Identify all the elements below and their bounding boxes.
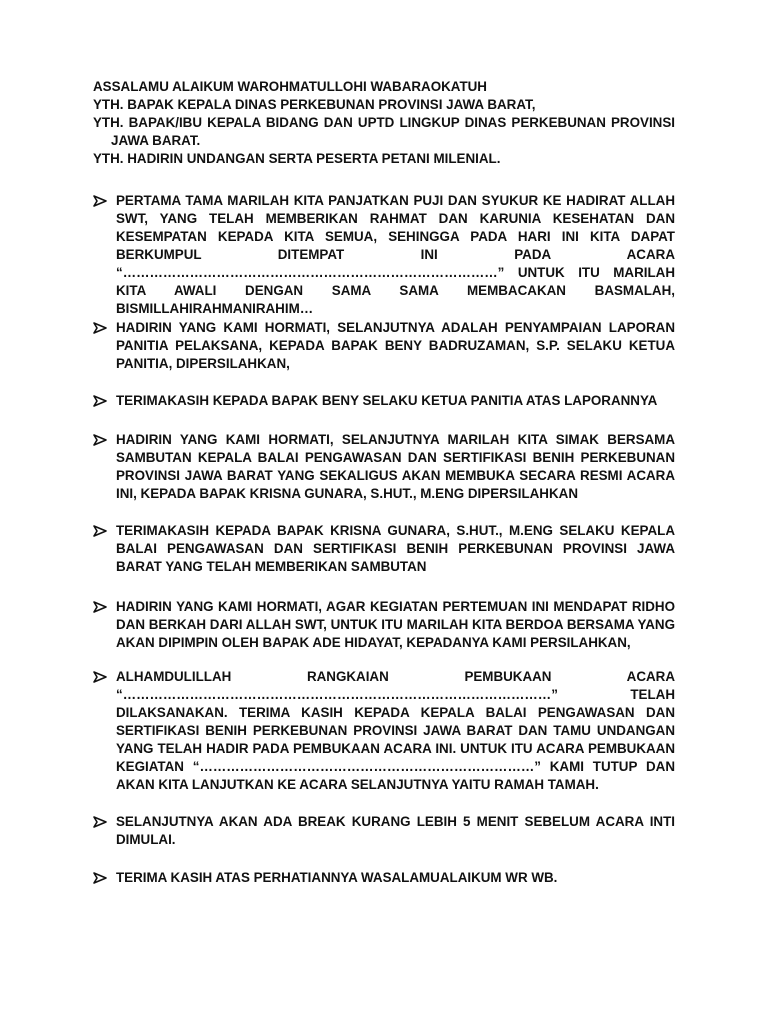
addressee-line: YTH. BAPAK KEPALA DINAS PERKEBUNAN PROVINSI JAWA BARAT,	[93, 97, 536, 112]
arrow-bullet-icon	[93, 522, 116, 540]
list-item-text: PERTAMA TAMA MARILAH KITA PANJATKAN PUJI DAN SYUKUR KE HADIRAT ALLAH SWT, YANG TELAH MEMBERIKAN RAHMAT DAN KARUNIA KESEHATAN DAN KESEMPATAN KEPADA KITA SEMUA, SEHINGGA PADA HARI INI KITA DAPAT BERKUMPUL DITEMPAT INI PADA ACARA “…………………………………………………………………………” UNTUK ITU MARILAH KITA AWALI DENGAN SAMA SAMA MEMBACAKAN BASMALAH, BISMILLAHIRAHMANIRAHIM…	[116, 193, 675, 316]
list-item-text: TERIMAKASIH KEPADA BAPAK KRISNA GUNARA, S.HUT., M.ENG SELAKU KEPALA BALAI PENGAWASAN DAN SERTIFIKASI BENIH PERKEBUNAN PROVINSI JAWA BARAT YANG TELAH MEMBERIKAN SAMBUTAN	[116, 523, 675, 574]
greeting-line: ASSALAMU ALAIKUM WAROHMATULLOHI WABARAOKATUH	[93, 79, 487, 94]
list-item	[93, 319, 675, 373]
addressee-line: YTH. HADIRIN UNDANGAN SERTA PESERTA PETANI MILENIAL.	[93, 151, 501, 166]
list-item-text: TERIMA KASIH ATAS PERHATIANNYA WASALAMUALAIKUM WR WB.	[116, 870, 558, 885]
list-item-text: SELANJUTNYA AKAN ADA BREAK KURANG LEBIH 5 MENIT SEBELUM ACARA INTI DIMULAI.	[116, 814, 675, 847]
arrow-bullet-icon	[93, 668, 116, 686]
salutation-block	[93, 78, 675, 168]
arrow-bullet-icon	[93, 192, 116, 210]
list-item	[93, 522, 675, 576]
arrow-bullet-icon	[93, 869, 116, 887]
list-item-text: HADIRIN YANG KAMI HORMATI, SELANJUTNYA MARILAH KITA SIMAK BERSAMA SAMBUTAN KEPALA BALAI PENGAWASAN DAN SERTIFIKASI BENIH PERKEBUNAN PROVINSI JAWA BARAT YANG SEKALIGUS AKAN MEMBUKA SECARA RESMI ACARA INI, KEPADA BAPAK KRISNA GUNARA, S.HUT., M.ENG DIPERSILAHKAN	[116, 432, 675, 501]
arrow-bullet-icon	[93, 319, 116, 337]
list-item	[93, 813, 675, 849]
list-item-text: HADIRIN YANG KAMI HORMATI, SELANJUTNYA ADALAH PENYAMPAIAN LAPORAN PANITIA PELAKSANA, KEPADA BAPAK BENY BADRUZAMAN, S.P. SELAKU KETUA PANITIA, DIPERSILAHKAN,	[116, 320, 675, 371]
arrow-bullet-icon	[93, 598, 116, 616]
list-item-text: TERIMAKASIH KEPADA BAPAK BENY SELAKU KETUA PANITIA ATAS LAPORANNYA	[116, 393, 658, 408]
list-item	[93, 431, 675, 503]
arrow-bullet-icon	[93, 431, 116, 449]
list-item	[93, 598, 675, 652]
arrow-bullet-icon	[93, 813, 116, 831]
list-item	[93, 869, 675, 887]
list-item-text: HADIRIN YANG KAMI HORMATI, AGAR KEGIATAN PERTEMUAN INI MENDAPAT RIDHO DAN BERKAH DARI ALLAH SWT, UNTUK ITU MARILAH KITA BERDOA BERSAMA YANG AKAN DIPIMPIN OLEH BAPAK ADE HIDAYAT, KEPADANYA KAMI PERSILAHKAN,	[116, 599, 675, 650]
addressee-line: YTH. BAPAK/IBU KEPALA BIDANG DAN UPTD LINGKUP DINAS PERKEBUNAN PROVINSI JAWA BARAT.	[93, 115, 675, 148]
list-item	[93, 192, 675, 318]
list-item	[93, 668, 675, 794]
list-item-text: ALHAMDULILLAH RANGKAIAN PEMBUKAAN ACARA “……………………………………………………………………………………” TELAH DILAKSANAKAN. TERIMA KASIH KEPADA KEPALA BALAI PENGAWASAN DAN SERTIFIKASI BENIH PERKEBUNAN PROVINSI JAWA BARAT DAN TAMU UNDANGAN YANG TELAH HADIR PADA PEMBUKAAN ACARA INI. UNTUK ITU ACARA PEMBUKAAN KEGIATAN “…………………………………………………………………” KAMI TUTUP DAN AKAN KITA LANJUTKAN KE ACARA SELANJUTNYA YAITU RAMAH TAMAH.	[116, 669, 675, 792]
arrow-bullet-icon	[93, 392, 116, 410]
list-item	[93, 392, 675, 410]
